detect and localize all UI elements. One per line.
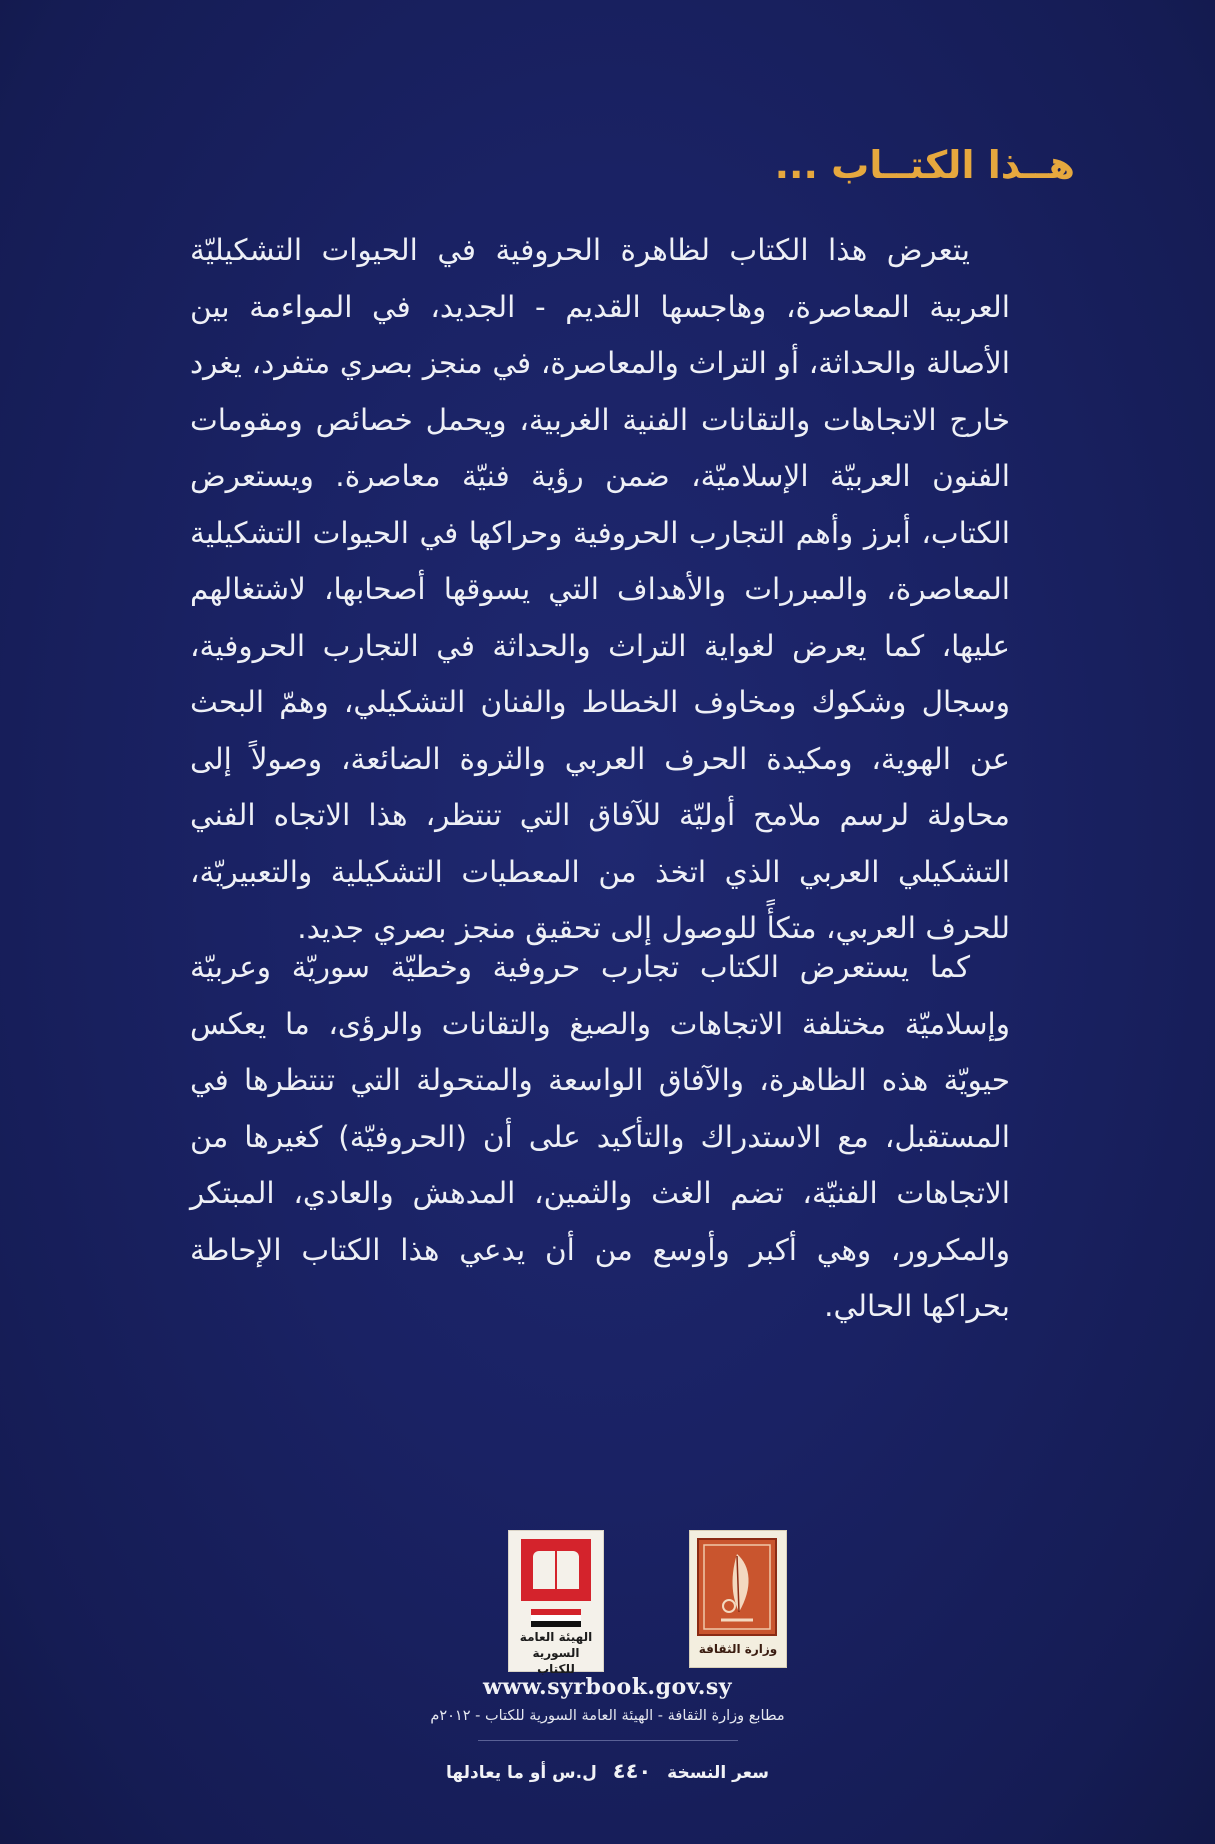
ministry-label: وزارة الثقافة xyxy=(698,1642,778,1656)
flag-stripes xyxy=(531,1609,581,1627)
ministry-emblem-frame xyxy=(697,1538,777,1636)
blurb-paragraph-1: يتعرض هذا الكتاب لظاهرة الحروفية في الحيوات التشكيليّة العربية المعاصرة، وهاجسها القديم - الجديد، في المواءمة بين الأصالة والحداثة، أو التراث والمعاصرة، في منجز بصري متفرد، يغرد خارج الاتجاهات والتقانات الفنية الغربية، ويحمل خصائص ومقومات الفنون العربيّة الإسلاميّة، ضمن رؤية فنيّة معاصرة. ويستعرض الكتاب، أبرز وأهم التجارب الحروفية وحراكها في الحيوات التشكيلية المعاصرة، والمبررات والأهداف التي يسوقها أصحابها، لاشتغالهم عليها، كما يعرض لغواية التراث والحداثة في التجارب الحروفية، وسجال وشكوك ومخاوف الخطاط والفنان التشكيلي، وهمّ البحث عن الهوية، ومكيدة الحرف العربي والثروة الضائعة، وصولاً إلى محاولة لرسم ملامح أوليّة للآفاق التي تنتظر، هذا الاتجاه الفني التشكيلي العربي الذي اتخذ من المعطيات التشكيلية والتعبيريّة، للحرف العربي، متكأً للوصول إلى تحقيق منجز بصري جديد. xyxy=(190,233,1010,945)
book-page-right xyxy=(557,1551,579,1589)
section-heading: هــذا الكتــاب ... xyxy=(774,143,1075,187)
book-authority-label: الهيئة العامة السورية للكتاب xyxy=(519,1630,593,1676)
price-line xyxy=(0,1756,1215,1788)
price-value: ٤٤٠ xyxy=(612,1759,652,1783)
blurb-paragraph-2: كما يستعرض الكتاب تجارب حروفية وخطيّة سوريّة وعربيّة وإسلاميّة مختلفة الاتجاهات والصيغ والتقانات والرؤى، ما يعكس حيويّة هذه الظاهرة، والآفاق الواسعة والمتحولة التي تنتظرها في المستقبل، مع الاستدراك والتأكيد على أن (الحروفيّة) كغيرها من الاتجاهات الفنيّة، تضم الغث والثمين، المدهش والعادي، المبتكر والمكرور، وهي أكبر وأوسع من أن يدعي هذا الكتاب الإحاطة بحراكها الحالي. xyxy=(190,950,1010,1323)
publisher-logos xyxy=(0,1526,1215,1676)
printer-imprint: مطابع وزارة الثقافة - الهيئة العامة السورية للكتاب - ٢٠١٢م xyxy=(430,1708,785,1724)
ministry-of-culture-logo xyxy=(689,1530,787,1668)
open-book-icon xyxy=(521,1539,591,1601)
website-url: www.syrbook.gov.sy xyxy=(482,1674,733,1700)
syrian-book-authority-logo xyxy=(508,1530,604,1676)
book-page-left xyxy=(533,1551,555,1589)
price-label: سعر النسخة xyxy=(667,1763,769,1783)
footer-divider xyxy=(478,1740,738,1741)
quill-emblem-icon xyxy=(699,1540,775,1634)
price-currency: ل.س أو ما يعادلها xyxy=(446,1763,597,1783)
